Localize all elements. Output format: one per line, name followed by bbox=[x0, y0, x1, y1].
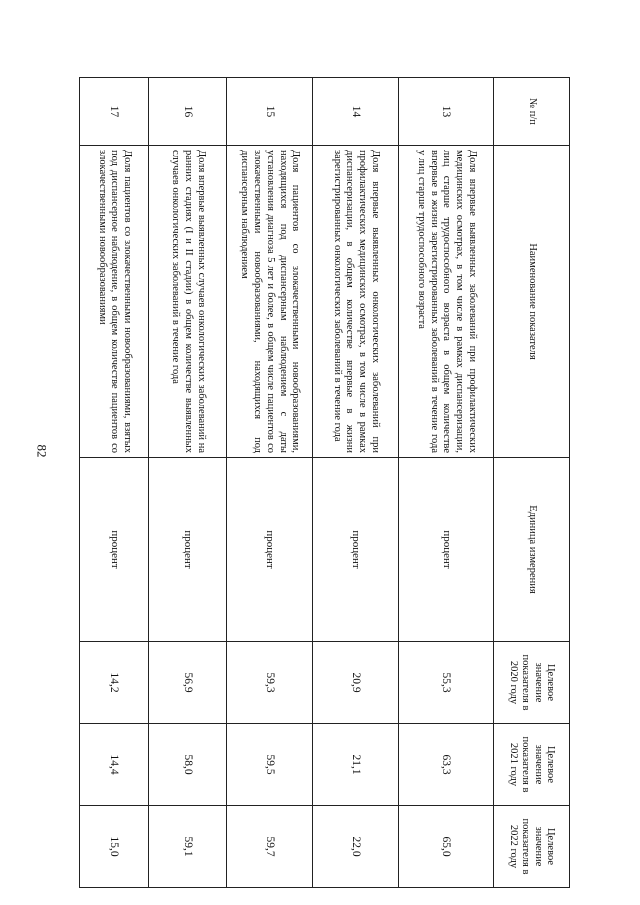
target-2021: 63,3 bbox=[399, 724, 494, 806]
page-number: 82 bbox=[34, 444, 50, 458]
table-row bbox=[227, 78, 313, 888]
target-2022: 22,0 bbox=[313, 806, 399, 888]
header-indicator-name: Наименование показателя bbox=[494, 146, 570, 458]
row-number: 16 bbox=[149, 78, 227, 146]
target-2022: 65,0 bbox=[399, 806, 494, 888]
table-body bbox=[80, 78, 494, 888]
table-header bbox=[494, 78, 570, 888]
unit-cell: процент bbox=[399, 458, 494, 642]
target-2020: 59,3 bbox=[227, 642, 313, 724]
row-number: 17 bbox=[80, 78, 149, 146]
target-2022: 59,1 bbox=[149, 806, 227, 888]
row-number: 15 bbox=[227, 78, 313, 146]
unit-cell: процент bbox=[149, 458, 227, 642]
target-2020: 55,3 bbox=[399, 642, 494, 724]
row-number: 13 bbox=[399, 78, 494, 146]
header-unit: Единица измерения bbox=[494, 458, 570, 642]
indicator-name: Доля впервые выявленных онкологических заболеваний при профилактических медицинских осмотрах, в том числе в рамках диспансеризации, в общем количестве впервые в жизни зарегистрированных онкологических заболеваний в течение года bbox=[313, 146, 399, 458]
target-2020: 14,2 bbox=[80, 642, 149, 724]
table-row bbox=[313, 78, 399, 888]
header-row bbox=[494, 78, 570, 888]
unit-cell: процент bbox=[227, 458, 313, 642]
table-row bbox=[399, 78, 494, 888]
unit-cell: процент bbox=[313, 458, 399, 642]
indicator-name: Доля пациентов со злокачественными новообразованиями, взятых под диспансерное наблюдение, в общем количестве пациентов со злокачественными новообразованиями bbox=[80, 146, 149, 458]
target-2021: 21,1 bbox=[313, 724, 399, 806]
row-number: 14 bbox=[313, 78, 399, 146]
target-2022: 15,0 bbox=[80, 806, 149, 888]
table-row bbox=[149, 78, 227, 888]
header-target-2022: Целевое значение показателя в 2022 году bbox=[494, 806, 570, 888]
header-target-2021: Целевое значение показателя в 2021 году bbox=[494, 724, 570, 806]
indicator-name: Доля впервые выявленных случаев онкологических заболеваний на ранних стадиях (I и II стадии) в общем количестве выявленных случаев онкологических заболеваний в течение года bbox=[149, 146, 227, 458]
target-2022: 59,7 bbox=[227, 806, 313, 888]
header-target-2020: Целевое значение показателя в 2020 году bbox=[494, 642, 570, 724]
table-row bbox=[80, 78, 149, 888]
indicator-name: Доля впервые выявленных заболеваний при профилактических медицинских осмотрах, в том числе в рамках диспансеризации, лиц старше трудоспособного возраста в общем количестве впервые в жизни зарегистрированных заболеваний в течение года у лиц старше трудоспособного возраста bbox=[399, 146, 494, 458]
target-2021: 59,5 bbox=[227, 724, 313, 806]
target-2021: 58,0 bbox=[149, 724, 227, 806]
target-2020: 56,9 bbox=[149, 642, 227, 724]
target-2021: 14,4 bbox=[80, 724, 149, 806]
indicator-table-container bbox=[80, 77, 570, 887]
indicator-table bbox=[79, 77, 570, 888]
indicator-name: Доля пациентов со злокачественными новообразованиями, находящихся под диспансерным наблюдением с даты установления диагноза 5 лет и более, в общем числе пациентов со злокачественными новообразованиями, находящихся под диспансерным наблюдением bbox=[227, 146, 313, 458]
header-number: № п/п bbox=[494, 78, 570, 146]
target-2020: 20,9 bbox=[313, 642, 399, 724]
unit-cell: процент bbox=[80, 458, 149, 642]
